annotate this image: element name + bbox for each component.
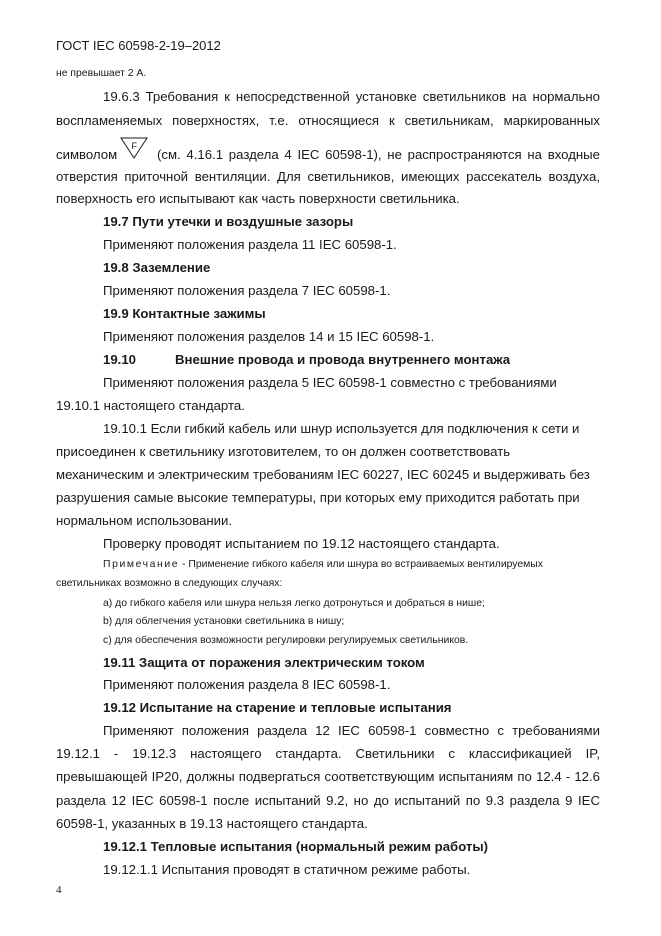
section-heading: 19.7 Пути утечки и воздушные зазоры [103, 214, 354, 229]
section-heading: Внешние провода и провода внутреннего монтажа [175, 352, 511, 367]
text-line: 19.10.1 Если гибкий кабель или шнур используется для подключения к сети и [103, 421, 580, 436]
note-label: Примечание [103, 559, 180, 570]
note-text: - Применение гибкого кабеля или шнура во встраиваемых вентилируемых [179, 559, 543, 570]
note-list-item: а) до гибкого кабеля или шнура нельзя легко дотронуться и добраться в нише; [103, 598, 485, 609]
section-heading: 19.8 Заземление [103, 260, 211, 275]
note-list-item: c) для обеспечения возможности регулировки регулируемых светильников. [103, 635, 469, 646]
text-line: Применяют положения раздела 7 IEC 60598-1. [103, 283, 391, 298]
text-line: присоединен к светильнику изготовителем, то он должен соответствовать [56, 444, 511, 459]
text-line: (см. 4.16.1 раздела 4 IEC 60598-1), не распространяются на входные [157, 147, 600, 162]
text-line: Применяют положения раздела 11 IEC 60598-1. [103, 237, 397, 252]
text-line: воспламеняемых поверхностях, т.е. относящиеся к светильникам, маркированных [56, 113, 600, 128]
text-line: раздела 12 IEC 60598-1 после испытаний 9.2, но до испытаний по 9.3 раздела 9 IEC [56, 793, 600, 808]
section-heading: 19.11 Защита от поражения электрическим током [103, 655, 425, 670]
document-header: ГОСТ IEC 60598-2-19–2012 [56, 38, 221, 53]
text-line: разрушения самые высокие температуры, при которых ему приходится работать при [56, 490, 580, 505]
text-line: Применяют положения раздела 5 IEC 60598-1 совместно с требованиями [103, 375, 557, 390]
text-line: Применяют положения разделов 14 и 15 IEC 60598-1. [103, 329, 435, 344]
note-line [103, 558, 543, 571]
f-mark-triangle-icon [120, 136, 148, 160]
text-line: 19.6.3 Требования к непосредственной установке светильников на нормально [103, 89, 600, 104]
note-line: светильниках возможно в следующих случаях: [56, 578, 283, 589]
text-line: механическим и электрическим требованиям IEC 60227, IEC 60245 и выдерживать без [56, 467, 590, 482]
note-list-item: b) для облегчения установки светильника в нишу; [103, 616, 345, 627]
section-heading: 19.12 Испытание на старение и тепловые испытания [103, 700, 452, 715]
text-line: превышающей IP20, должны подвергаться соответствующим испытаниям по 12.4 - 12.6 [56, 769, 600, 784]
text-line: символом [56, 147, 118, 162]
text-line: не превышает 2 А. [56, 68, 147, 79]
section-heading: 19.9 Контактные зажимы [103, 306, 266, 321]
text-line: 60598-1, указанных в 19.13 настоящего стандарта. [56, 816, 368, 831]
text-line: 19.10.1 настоящего стандарта. [56, 398, 245, 413]
symbol-letter: F [131, 141, 137, 151]
section-heading: 19.12.1 Тепловые испытания (нормальный режим работы) [103, 839, 489, 854]
section-number: 19.10 [103, 352, 137, 367]
text-line: отверстия приточной вентиляции. Для светильников, имеющих рассекатель воздуха, [56, 169, 600, 184]
page-number: 4 [56, 884, 62, 896]
text-line: Проверку проводят испытанием по 19.12 настоящего стандарта. [103, 536, 500, 551]
text-line: 19.12.1 - 19.12.3 настоящего стандарта. Светильники с классификацией IP, [56, 746, 600, 761]
text-line: поверхность его испытывают как часть поверхности светильника. [56, 191, 460, 206]
text-line: нормальном использовании. [56, 513, 233, 528]
text-line: 19.12.1.1 Испытания проводят в статичном режиме работы. [103, 862, 471, 877]
text-line: Применяют положения раздела 8 IEC 60598-1. [103, 677, 391, 692]
text-line: Применяют положения раздела 12 IEC 60598-1 совместно с требованиями [103, 723, 600, 738]
